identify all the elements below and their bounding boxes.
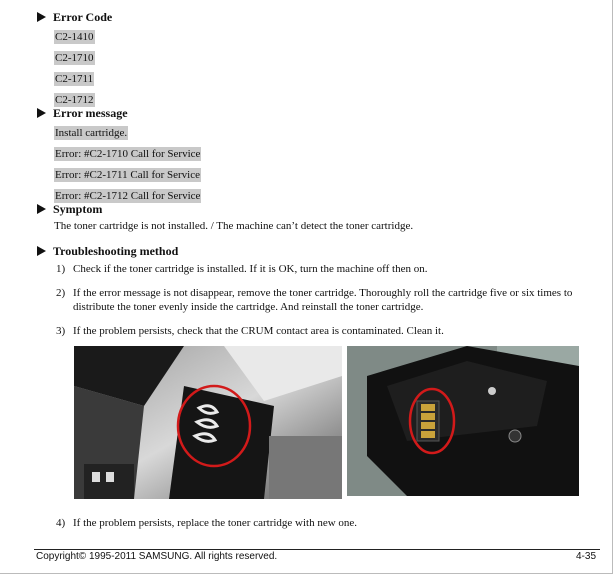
step-number: 2): [56, 287, 66, 299]
bullet-triangle-icon: [37, 108, 46, 118]
troubleshooting-step: [56, 262, 596, 276]
error-code-item: C2-1410: [55, 31, 94, 43]
error-code-heading: Error Code: [37, 8, 112, 26]
bullet-triangle-icon: [37, 12, 46, 22]
footer-divider: [34, 549, 600, 550]
error-message-section: [37, 104, 201, 207]
error-code-item: C2-1712: [55, 94, 94, 106]
symptom-heading: Symptom: [37, 200, 413, 218]
step-text: If the error message is not disappear, remove the toner cartridge. Thoroughly roll the cartridge five or six times to distribute the toner evenly inside the cartridge. And reinstall the toner cartridge.: [73, 287, 573, 313]
step-number: 4): [56, 517, 66, 529]
bullet-triangle-icon: [37, 204, 46, 214]
step-number: 3): [56, 325, 66, 337]
crum-contact-machine-photo: [74, 346, 342, 499]
error-code-item: C2-1711: [55, 73, 94, 85]
error-code-section: [37, 8, 112, 111]
error-message-item: Error: #C2-1710 Call for Service: [55, 148, 201, 160]
crum-chip-cartridge-photo: [347, 346, 579, 496]
troubleshooting-section: [37, 242, 178, 260]
troubleshooting-step: [56, 516, 596, 530]
error-message-item: Error: #C2-1712 Call for Service: [55, 190, 201, 202]
error-message-heading: Error message: [37, 104, 201, 122]
error-code-item: C2-1710: [55, 52, 94, 64]
troubleshooting-step: [56, 324, 596, 338]
footer-copyright: Copyright© 1995-2011 SAMSUNG. All rights reserved.: [36, 551, 278, 562]
step-text: If the problem persists, check that the CRUM contact area is contaminated. Clean it.: [73, 325, 444, 337]
error-message-item: Error: #C2-1711 Call for Service: [55, 169, 200, 181]
step-text: Check if the toner cartridge is installed. If it is OK, turn the machine off then on.: [73, 263, 428, 275]
troubleshooting-heading: Troubleshooting method: [37, 242, 178, 260]
troubleshooting-step: [56, 286, 596, 314]
step-text: If the problem persists, replace the toner cartridge with new one.: [73, 517, 358, 529]
symptom-section: [37, 200, 413, 233]
bullet-triangle-icon: [37, 246, 46, 256]
error-message-item: Install cartridge.: [55, 127, 128, 139]
symptom-text: The toner cartridge is not installed. / The machine can’t detect the toner cartridge.: [54, 220, 414, 232]
step-number: 1): [56, 263, 66, 275]
footer-page-number: 4-35: [576, 551, 597, 562]
